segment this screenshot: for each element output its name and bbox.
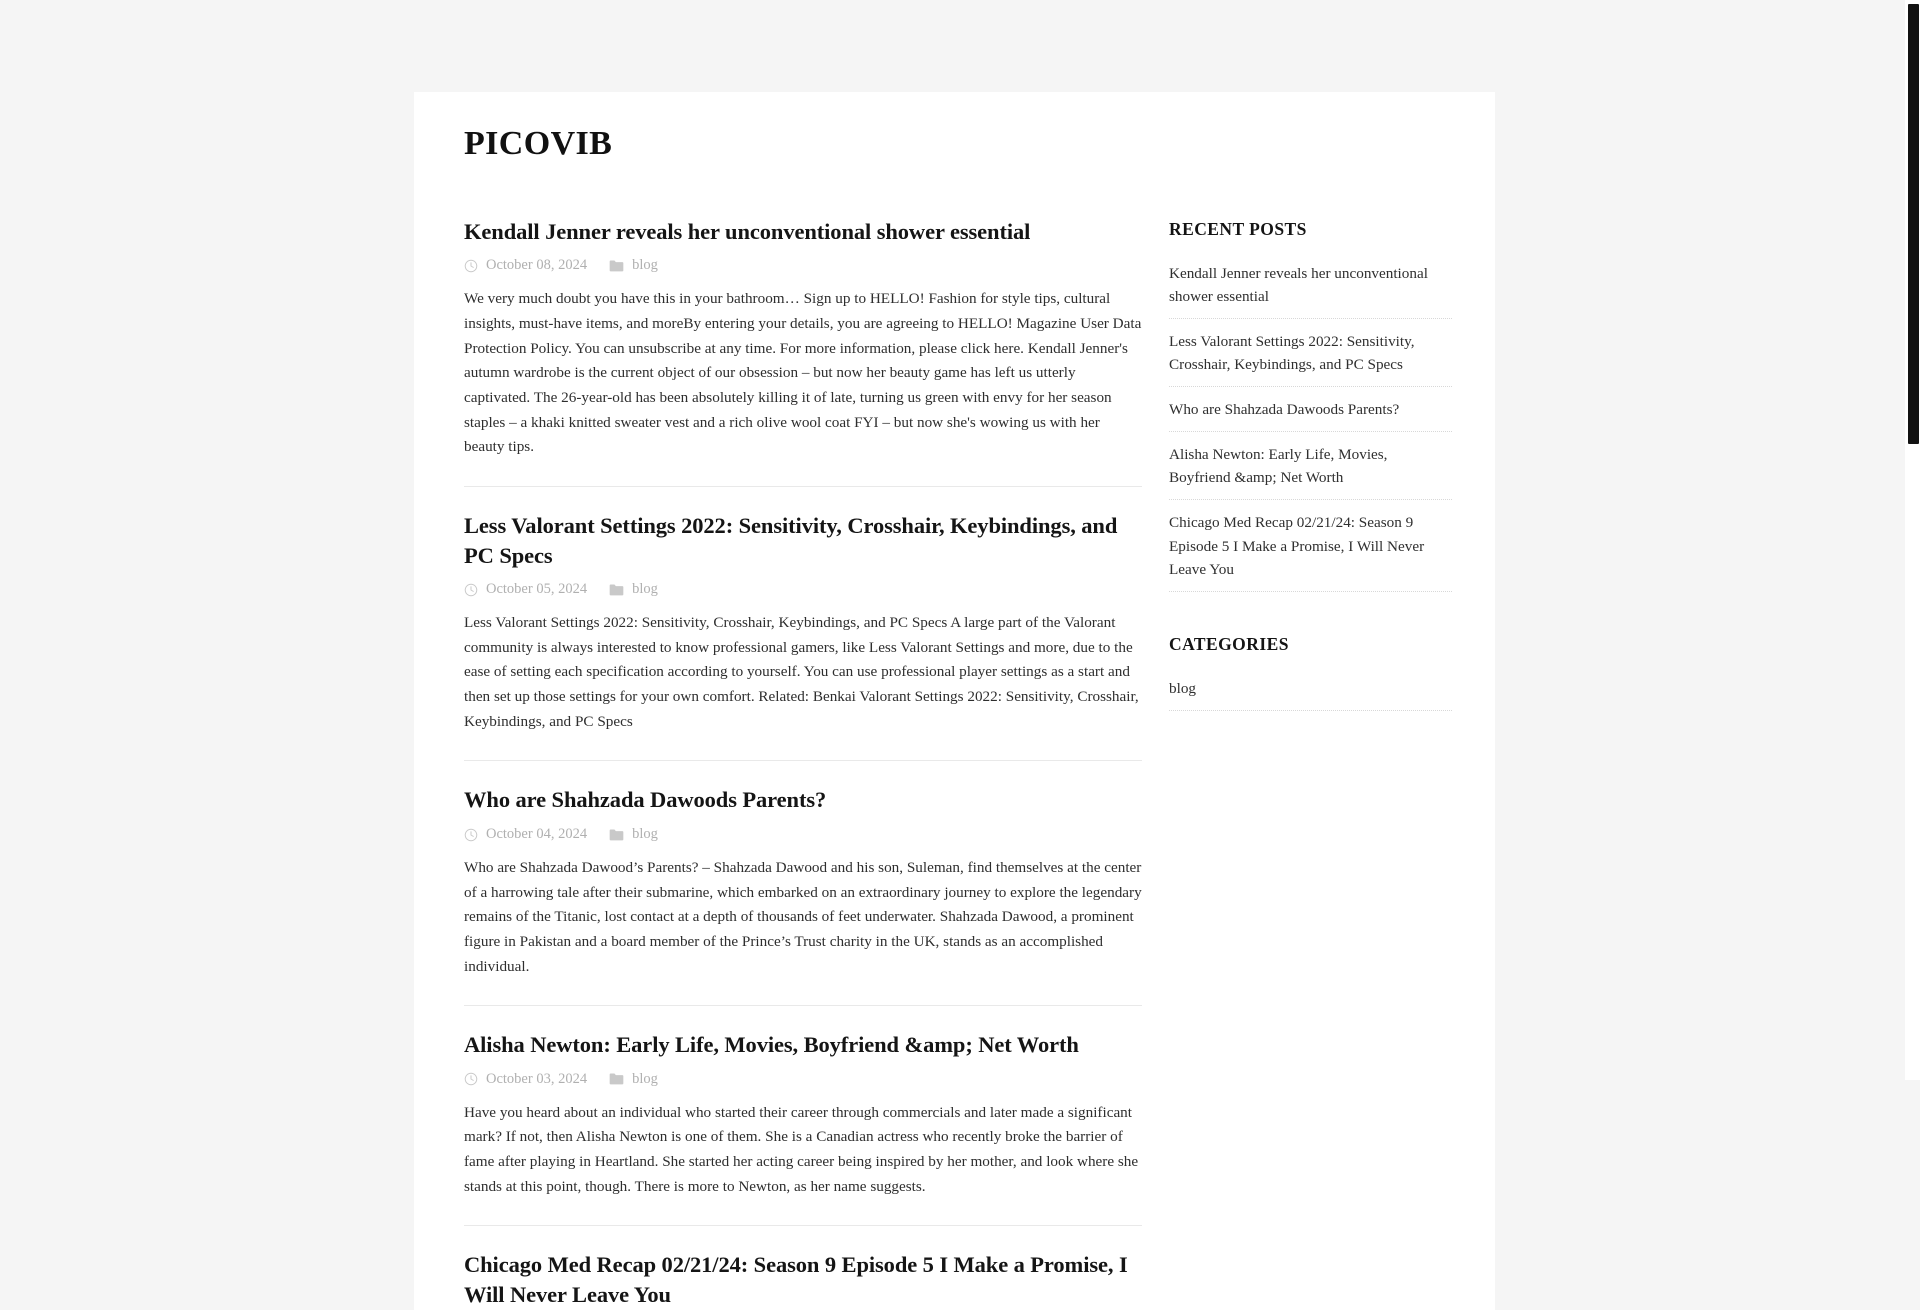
recent-post-link[interactable]: Alisha Newton: Early Life, Movies, Boyfriend &amp; Net Worth [1169,446,1388,487]
site-title: PICOVIB [464,125,613,162]
post-date [464,581,587,598]
widget-categories [1169,634,1452,711]
folder-icon [609,1073,624,1085]
post-date [464,257,587,274]
widget-recent-posts [1169,219,1452,592]
categories-list [1169,677,1452,711]
post-date-label: October 08, 2024 [486,257,588,274]
post-item [464,760,1142,1005]
list-item [1169,319,1452,387]
recent-posts-list [1169,262,1452,592]
post-excerpt: Who are Shahzada Dawood’s Parents? – Shahzada Dawood and his son, Suleman, find themselves at the center of a harrowing tale after their submarine, which embarked on an extraordinary journey to explore the legendary remains of the Titanic, lost contact at a depth of thousands of feet underwater. Shahzada Dawood, a prominent figure in Pakistan and a board member of the Prince’s Trust charity in the UK, stands as an accomplished individual. [464,859,1142,975]
post-category-label[interactable]: blog [632,257,658,274]
post-excerpt: We very much doubt you have this in your bathroom… Sign up to HELLO! Fashion for style tips, cultural insights, must-have items, and moreBy entering your details, you are agreeing to HELLO! Magazine User Data Protection Policy. You can unsubscribe at any time. For more information, please click here. Kendall Jenner's autumn wardrobe is the current object of our obsession – but now her beauty game has left us utterly captivated. The 26-year-old has been absolutely killing it of late, turning us green with envy for her season staples – a khaki knitted sweater vest and a rich olive wool coat FYI – but now she's wowing us with her beauty tips. [464,290,1142,456]
post-category-label[interactable]: blog [632,1070,658,1087]
post-title-link[interactable]: Kendall Jenner reveals her unconventional shower essential [464,218,1031,244]
post-date-label: October 03, 2024 [486,1070,588,1087]
content-layout [464,165,1445,1310]
post-date-label: October 04, 2024 [486,826,588,843]
recent-post-link[interactable]: Who are Shahzada Dawoods Parents? [1169,401,1400,419]
post-category[interactable] [609,257,658,274]
folder-icon [609,260,624,272]
sidebar [1169,217,1452,753]
post-title-link[interactable]: Chicago Med Recap 02/21/24: Season 9 Episode 5 I Make a Promise, I Will Never Leave You [464,1252,1128,1308]
post-title-link[interactable]: Alisha Newton: Early Life, Movies, Boyfriend &amp; Net Worth [464,1032,1079,1058]
post-meta [464,1071,1142,1088]
post-item [464,1225,1142,1309]
post-category[interactable] [609,826,658,843]
folder-icon [609,584,624,596]
post-meta [464,257,1142,274]
scrollbar-thumb[interactable] [1908,4,1919,444]
post-date [464,1071,587,1088]
post-meta [464,826,1142,843]
category-link[interactable]: blog [1169,679,1197,697]
post-date [464,826,587,843]
list-item [1169,500,1452,591]
post-date-label: October 05, 2024 [486,581,588,598]
post-meta [464,581,1142,598]
list-item [1169,432,1452,500]
post-item [464,1005,1142,1225]
content-card [414,92,1495,1310]
clock-icon [464,259,478,273]
list-item [1169,262,1452,319]
clock-icon [464,828,478,842]
folder-icon [609,829,624,841]
post-title-link[interactable]: Less Valorant Settings 2022: Sensitivity, Crosshair, Keybindings, and PC Specs [464,512,1118,568]
list-item [1169,387,1452,432]
clock-icon [464,583,478,597]
clock-icon [464,1072,478,1086]
post-list [464,217,1142,1310]
recent-post-link[interactable]: Kendall Jenner reveals her unconventional shower essential [1169,264,1428,305]
recent-post-link[interactable]: Chicago Med Recap 02/21/24: Season 9 Episode 5 I Make a Promise, I Will Never Leave You [1169,514,1425,578]
post-category[interactable] [609,1071,658,1088]
post-item [464,486,1142,761]
scrollbar-track[interactable] [1905,0,1920,1080]
widget-title: CATEGORIES [1169,633,1289,654]
post-title-link[interactable]: Who are Shahzada Dawoods Parents? [464,787,827,813]
post-excerpt: Less Valorant Settings 2022: Sensitivity, Crosshair, Keybindings, and PC Specs A large part of the Valorant community is always interested to know professional gamers, like Less Valorant Settings and more, due to the ease of setting each specification according to yourself. You can use professional player settings as a start and then set up those settings for your own comfort. Related: Benkai Valorant Settings 2022: Sensitivity, Crosshair, Keybindings, and PC Specs [464,614,1139,730]
recent-post-link[interactable]: Less Valorant Settings 2022: Sensitivity, Crosshair, Keybindings, and PC Specs [1169,332,1415,374]
post-category[interactable] [609,581,658,598]
post-category-label[interactable]: blog [632,826,658,843]
post-category-label[interactable]: blog [632,581,658,598]
post-item [464,217,1142,486]
post-excerpt: Have you heard about an individual who started their career through commercials and later made a significant mark? If not, then Alisha Newton is one of them. She is a Canadian actress who recently broke the barrier of fame after playing in Heartland. She started her acting career being inspired by her mother, and look where she stands at this point, though. There is more to Newton, as her name suggests. [464,1103,1139,1195]
widget-title: RECENT POSTS [1169,218,1307,239]
list-item [1169,677,1452,711]
